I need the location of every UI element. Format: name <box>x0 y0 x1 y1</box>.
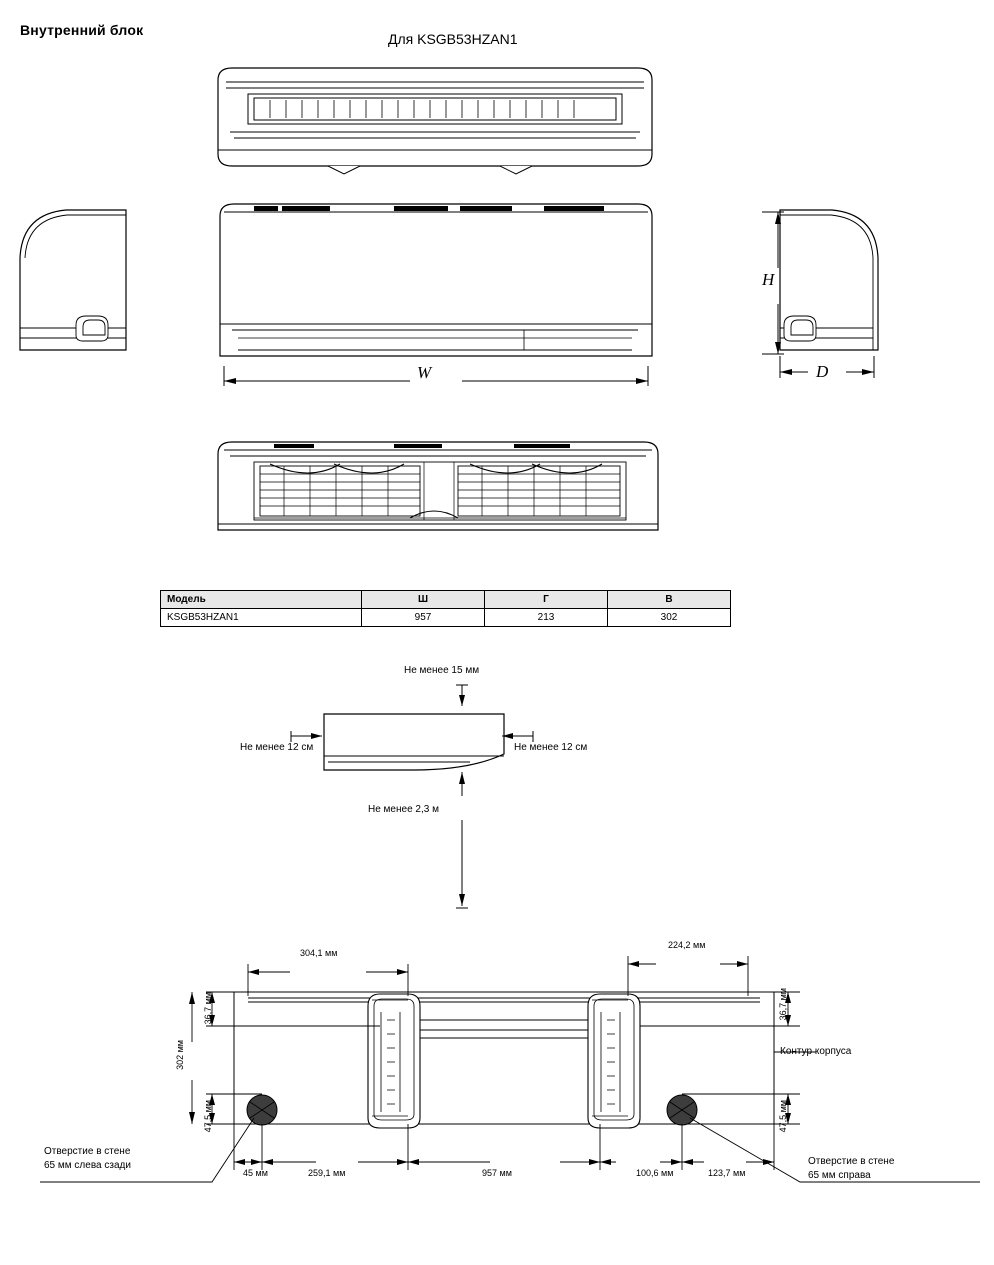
clearance-top-arrow <box>452 682 472 708</box>
clearance-unit-icon <box>320 708 508 782</box>
clearance-top-label: Не менее 15 мм <box>404 665 480 676</box>
cell-depth: 213 <box>485 609 608 627</box>
unit-top-view <box>210 62 660 182</box>
wall-hole-right <box>667 1095 697 1125</box>
table-header-width: Ш <box>362 591 485 609</box>
dimension-table <box>160 590 731 627</box>
table-header-row <box>161 591 731 609</box>
clearance-floor-label: Не менее 2,3 м <box>368 804 439 815</box>
dim-right-upper-label: 36,7 мм <box>778 988 788 1021</box>
page-title: Внутренний блок <box>20 22 144 38</box>
dim-bottom-5-label: 123,7 мм <box>708 1168 746 1178</box>
dim-left-height-label: 302 мм <box>175 1040 185 1070</box>
unit-internal-view <box>214 430 662 550</box>
wall-hole-right-note-line1: Отверстие в стене <box>808 1156 895 1167</box>
wall-hole-right-note-line2: 65 мм справа <box>808 1170 871 1181</box>
dim-bottom-4-label: 100,6 мм <box>636 1168 674 1178</box>
depth-symbol: D <box>816 362 829 381</box>
table-row <box>161 609 731 627</box>
mounting-plate-diagram <box>40 930 980 1230</box>
dim-right-lower-label: 47,5 мм <box>778 1100 788 1133</box>
dim-left-lower-label: 47,5 мм <box>203 1100 213 1133</box>
clearance-right-label: Не менее 12 см <box>514 742 588 753</box>
unit-left-side-view <box>8 198 138 368</box>
dim-left-upper-label: 36,7 мм <box>203 992 213 1025</box>
cell-model: KSGB53HZAN1 <box>161 609 362 627</box>
clearance-left-label: Не менее 12 см <box>240 742 314 753</box>
body-outline-note: Контур корпуса <box>780 1046 852 1057</box>
dim-top-right-label: 224,2 мм <box>668 940 706 950</box>
dim-bottom-3-label: 957 мм <box>482 1168 512 1178</box>
wall-hole-left-note-line1: Отверстие в стене <box>44 1146 131 1157</box>
table-header-depth: Г <box>485 591 608 609</box>
dim-bottom-1-label: 45 мм <box>243 1168 268 1178</box>
wall-hole-left <box>247 1095 277 1125</box>
wall-hole-left-note-line2: 65 мм слева сзади <box>44 1160 131 1171</box>
dim-top-left-label: 304,1 мм <box>300 948 338 958</box>
cell-width: 957 <box>362 609 485 627</box>
table-header-model: Модель <box>161 591 362 609</box>
model-caption: Для KSGB53HZAN1 <box>388 31 518 47</box>
height-symbol: H <box>762 270 775 289</box>
clearance-floor-arrow <box>452 772 472 912</box>
dim-bottom-2-label: 259,1 мм <box>308 1168 346 1178</box>
width-dimension-line <box>214 360 662 394</box>
width-symbol: W <box>417 363 432 382</box>
unit-front-view <box>214 198 662 368</box>
cell-height: 302 <box>608 609 731 627</box>
table-header-height: В <box>608 591 731 609</box>
